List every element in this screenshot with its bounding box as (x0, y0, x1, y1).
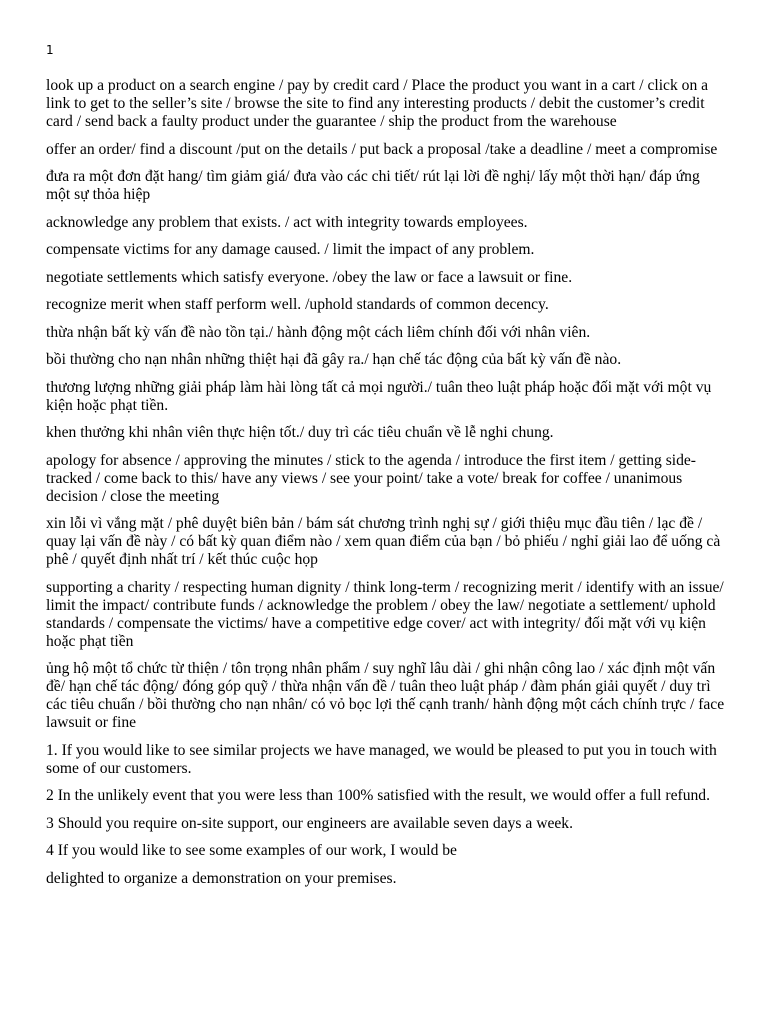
paragraph-ethics-1: acknowledge any problem that exists. / act with integrity towards employees. (46, 213, 528, 231)
paragraph-negotiation-phrases: offer an order/ find a discount /put on the details / put back a proposal /take a deadline / meet a compromise (46, 140, 718, 158)
paragraph-ethics-vi-2: bồi thường cho nạn nhân những thiệt hại đã gây ra./ hạn chế tác động của bất kỳ vấn đề nào. (46, 351, 622, 368)
paragraph-sentence-4-continued: delighted to organize a demonstration on your premises. (46, 869, 397, 887)
paragraph-ethics-4: recognize merit when staff perform well. /uphold standards of common decency. (46, 296, 549, 313)
paragraph-sentence-4: 4 If you would like to see some examples of our work, I would be (46, 842, 457, 859)
paragraph-csr-phrases-vi: ủng hộ một tổ chức từ thiện / tôn trọng nhân phẩm / suy nghĩ lâu dài / ghi nhận công lao / xác định một vấn đề/ hạn chế tác động/ đóng góp quỹ / thừa nhận vấn đề / tuân theo luật pháp / đàm phán giải quyết / duy trì các tiêu chuẩn / bồi thường cho nạn nhân/ có vỏ bọc lợi thế cạnh tranh/ hành động một cách chính trực / face lawsuit or fine (46, 660, 725, 731)
paragraph-ethics-3: negotiate settlements which satisfy everyone. /obey the law or face a lawsuit or fine. (46, 268, 573, 286)
paragraph-ethics-2: compensate victims for any damage caused. / limit the impact of any problem. (46, 241, 535, 258)
paragraph-ethics-vi-1: thừa nhận bất kỳ vấn đề nào tồn tại./ hành động một cách liêm chính đối với nhân viên. (46, 323, 591, 341)
document-body (46, 77, 726, 897)
paragraph-csr-phrases: supporting a charity / respecting human dignity / think long-term / recognizing merit / identify with an issue/ limit the impact/ contribute funds / acknowledge the problem / obey the law/ negotiate a settlement/ uphold standards / compensate the victims/ have a competitive edge cover/ act with integrity/ đối mặt với vụ kiện hoặc phạt tiền (46, 578, 724, 650)
paragraph-sentence-2: 2 In the unlikely event that you were less than 100% satisfied with the result, we would offer a full refund. (46, 787, 711, 804)
paragraph-ecommerce-phrases: look up a product on a search engine / pay by credit card / Place the product you want in a cart / click on a link to get to the seller’s site / browse the site to find any interesting products / debit the customer’s credit card / send back a faulty product under the guarantee / ship the product from the warehouse (46, 77, 709, 130)
paragraph-meeting-phrases-vi: xin lỗi vì vắng mặt / phê duyệt biên bản / bám sát chương trình nghị sự / giới thiệu mục đầu tiên / lạc đề / quay lại vấn đề này / có bất kỳ quan điểm nào / xem quan điểm của bạn / bỏ phiếu / nghỉ giải lao để uống cà phê / quyết định nhất trí / kết thúc cuộc họp (46, 515, 721, 568)
paragraph-sentence-3: 3 Should you require on-site support, our engineers are available seven days a week. (46, 814, 573, 832)
paragraph-ethics-vi-4: khen thưởng khi nhân viên thực hiện tốt./ duy trì các tiêu chuẩn về lễ nghi chung. (46, 424, 554, 441)
paragraph-sentence-1: 1. If you would like to see similar projects we have managed, we would be pleased to put you in touch with some of our customers. (46, 741, 717, 777)
paragraph-negotiation-phrases-vi: đưa ra một đơn đặt hang/ tìm giảm giá/ đưa vào các chi tiết/ rút lại lời đề nghị/ lấy một thời hạn/ đáp ứng một sự thỏa hiệp (46, 168, 700, 203)
paragraph-ethics-vi-3: thương lượng những giải pháp làm hài lòng tất cả mọi người./ tuân theo luật pháp hoặc đối mặt với một vụ kiện hoặc phạt tiền. (46, 378, 712, 414)
paragraph-meeting-phrases: apology for absence / approving the minutes / stick to the agenda / introduce the first item / getting side-tracked / come back to this/ have any views / see your point/ take a vote/ break for coffee / unanimous decision / close the meeting (46, 451, 697, 505)
page-number: 1 (46, 43, 54, 57)
